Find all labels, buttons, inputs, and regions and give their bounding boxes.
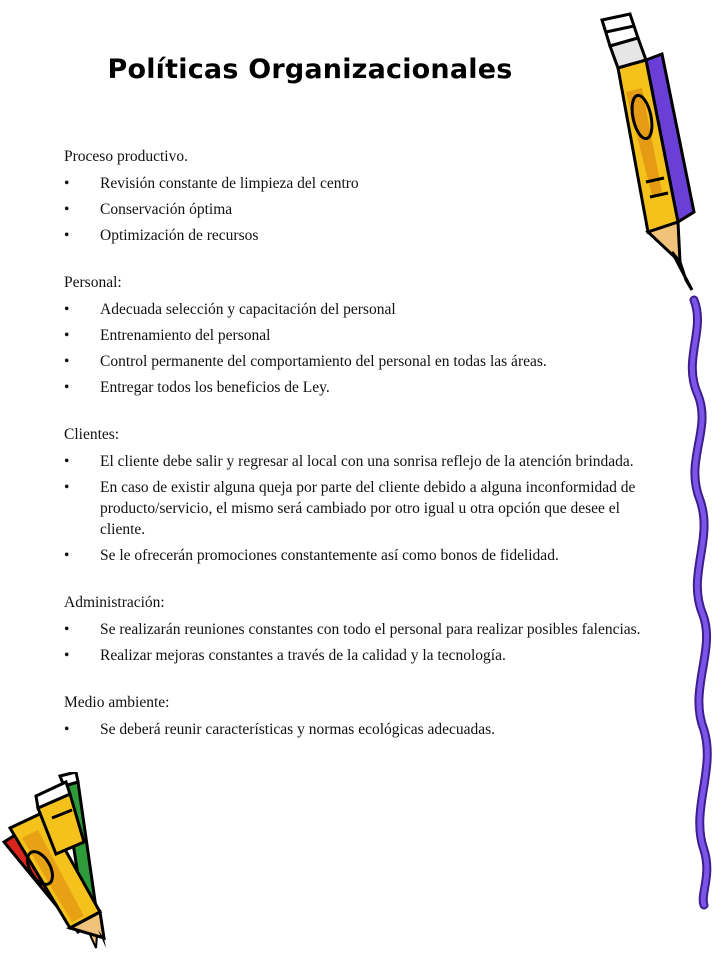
bullet: • (64, 301, 70, 318)
list-item (64, 173, 654, 194)
list-item-text: Se deberá reunir características y normas ecológicas adecuadas. (100, 721, 496, 738)
list-item-text: En caso de existir alguna queja por parte del cliente debido a alguna inconformidad de producto/servicio, el mismo será cambiado por otro igual u otra opción que desee el cliente. (100, 479, 636, 538)
bullet: • (64, 479, 70, 496)
bullet: • (64, 353, 70, 370)
list-item (64, 299, 654, 320)
list-item (64, 451, 654, 472)
list-item (64, 619, 654, 640)
crossed-pencils-icon (0, 772, 140, 950)
bullet: • (64, 379, 70, 396)
list-item (64, 545, 654, 566)
list-item-text: Entregar todos los beneficios de Ley. (100, 379, 330, 396)
bullet: • (64, 647, 70, 664)
bullet: • (64, 175, 70, 192)
bullet: • (64, 327, 70, 344)
list-item-text: Entrenamiento del personal (100, 327, 271, 344)
list-item-text: Se realizarán reuniones constantes con todo el personal para realizar posibles falencias. (100, 621, 641, 638)
list-item (64, 477, 654, 540)
section-medio-ambiente (64, 692, 654, 740)
section-heading: Administración: (64, 594, 165, 611)
section-personal (64, 272, 654, 398)
section-heading: Personal: (64, 274, 122, 291)
bullet: • (64, 721, 70, 738)
bullet: • (64, 453, 70, 470)
list-item-text: Optimización de recursos (100, 227, 259, 244)
section-clientes (64, 424, 654, 566)
list-item (64, 325, 654, 346)
bullet: • (64, 621, 70, 638)
list-item-text: Control permanente del comportamiento del personal en todas las áreas. (100, 353, 547, 370)
list-item (64, 199, 654, 220)
list-item (64, 225, 654, 246)
section-proceso-productivo (64, 146, 654, 246)
list-item-text: Conservación óptima (100, 201, 233, 218)
list-item-text: El cliente debe salir y regresar al local con una sonrisa reflejo de la atención brindada. (100, 453, 634, 470)
section-administracion (64, 592, 654, 666)
bullet: • (64, 227, 70, 244)
document-body (64, 146, 654, 766)
section-heading: Proceso productivo. (64, 148, 188, 165)
list-item-text: Se le ofrecerán promociones constantemente así como bonos de fidelidad. (100, 547, 559, 564)
list-item (64, 377, 654, 398)
list-item (64, 719, 654, 740)
list-item (64, 645, 654, 666)
page-title: Políticas Organizacionales (107, 54, 513, 85)
section-heading: Medio ambiente: (64, 694, 170, 711)
list-item (64, 351, 654, 372)
list-item-text: Adecuada selección y capacitación del personal (100, 301, 396, 318)
bullet: • (64, 547, 70, 564)
list-item-text: Revisión constante de limpieza del centro (100, 175, 359, 192)
list-item-text: Realizar mejoras constantes a través de la calidad y la tecnología. (100, 647, 506, 664)
section-heading: Clientes: (64, 426, 120, 443)
bullet: • (64, 201, 70, 218)
